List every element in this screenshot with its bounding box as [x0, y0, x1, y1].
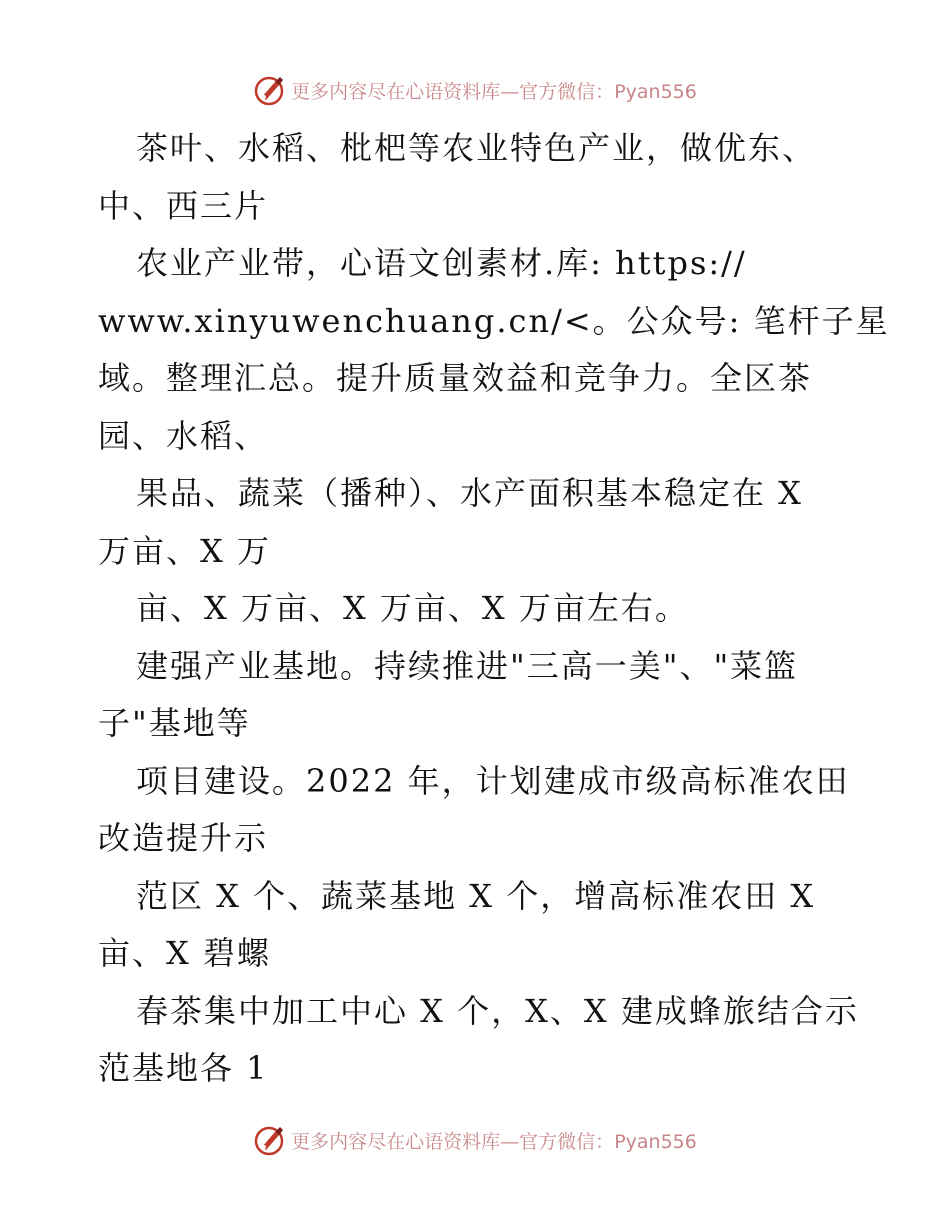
text-line: 农业产业带，心语文创素材.库: https://	[136, 244, 747, 282]
text-line: 域。整理汇总。提升质量效益和竞争力。全区茶	[98, 359, 813, 397]
text-line: 果品、蔬菜（播种）、水产面积基本稳定在 X	[136, 474, 803, 512]
text-line: www.xinyuwenchuang.cn/<。公众号: 笔杆子星	[98, 301, 890, 340]
text-line: 建强产业基地。持续推进"三高一美"、"菜篮	[136, 646, 799, 685]
text-line: 茶叶、水稻、枇杷等农业特色产业，做优东、	[136, 129, 817, 167]
text-line: 项目建设。2022 年，计划建成市级高标准农田	[136, 761, 850, 800]
pen-logo-icon	[253, 73, 287, 107]
text-line: 园、水稻、	[98, 416, 269, 455]
document-body	[98, 120, 890, 1098]
watermark-text: 更多内容尽在心语资料库—官方微信：Pyan556	[291, 80, 697, 103]
header-watermark	[0, 70, 950, 110]
text-line: 子"基地等	[98, 704, 251, 742]
text-line: 中、西三片	[98, 186, 269, 225]
text-line: 范基地各 1	[98, 1049, 269, 1087]
text-line: 春茶集中加工中心 X 个，X、X 建成蜂旅结合示	[136, 991, 859, 1030]
footer-watermark	[0, 1120, 950, 1160]
text-line: 改造提升示	[98, 819, 269, 857]
text-line: 万亩、X 万	[98, 531, 271, 570]
text-line: 范区 X 个、蔬菜基地 X 个，增高标准农田 X	[136, 876, 816, 915]
pen-logo-icon	[253, 1123, 287, 1157]
watermark-text: 更多内容尽在心语资料库—官方微信：Pyan556	[291, 1130, 697, 1153]
text-line: 亩、X 碧螺	[98, 934, 271, 972]
text-line: 亩、X 万亩、X 万亩、X 万亩左右。	[136, 589, 689, 627]
